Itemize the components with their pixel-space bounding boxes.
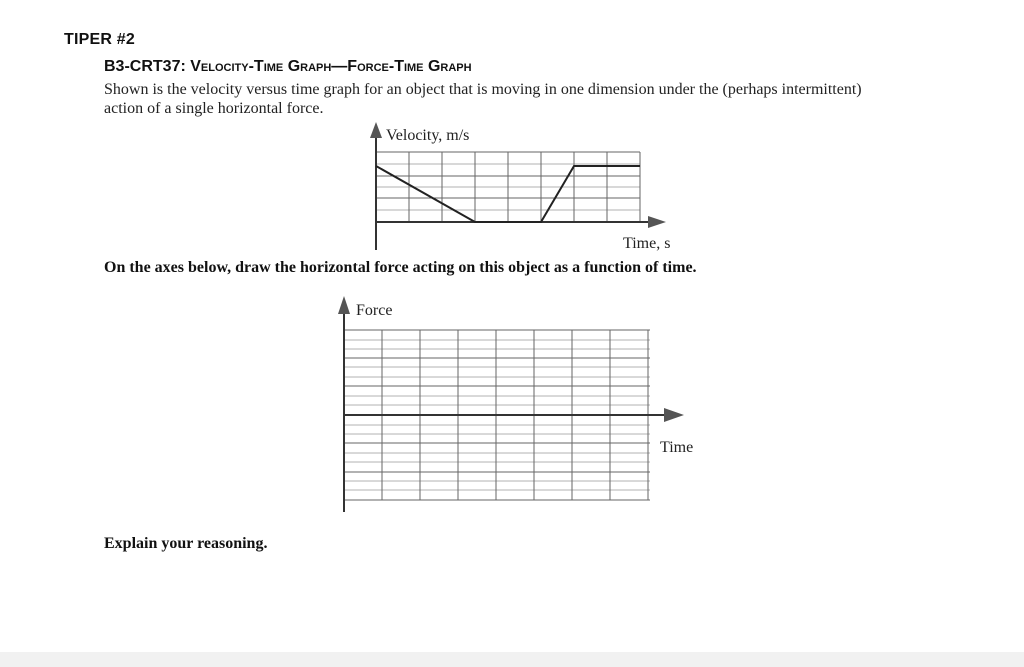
problem-heading — [104, 58, 472, 76]
problem-code: B3-CRT37: — [104, 58, 186, 75]
force-time-graph[interactable] — [330, 290, 710, 520]
problem-title: Velocity-Time Graph—Force-Time Graph — [190, 58, 472, 75]
velocity-time-graph — [360, 118, 680, 258]
force-x-label: Time — [660, 439, 694, 456]
page-bottom-band — [0, 652, 1024, 667]
problem-description: Shown is the velocity versus time graph for an object that is moving in one dimension under the (perhaps intermittent) action of a single horizontal force. — [104, 81, 862, 117]
velocity-x-label: Time, s — [623, 235, 671, 252]
explain-prompt: Explain your reasoning. — [104, 535, 268, 552]
velocity-x-arrow — [648, 216, 666, 228]
force-y-arrow — [338, 296, 350, 314]
tiper-number: TIPER #2 — [64, 31, 135, 48]
force-x-arrow — [664, 408, 684, 422]
force-y-label: Force — [356, 302, 393, 319]
velocity-y-arrow — [370, 122, 382, 138]
velocity-y-label: Velocity, m/s — [386, 127, 470, 144]
question-text: On the axes below, draw the horizontal force acting on this object as a function of time. — [104, 259, 697, 276]
velocity-grid — [376, 152, 640, 222]
